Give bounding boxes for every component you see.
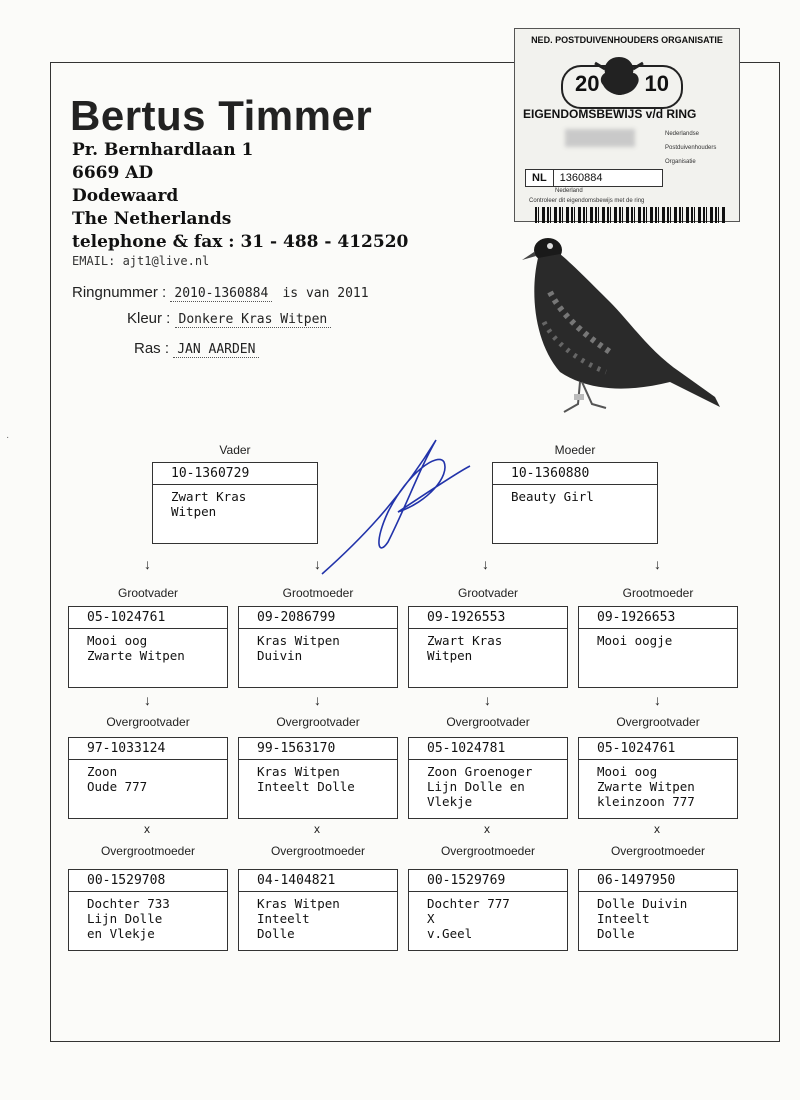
description <box>69 629 227 663</box>
description-line: Lijn Dolle <box>87 911 163 926</box>
grandparent-box <box>238 606 398 688</box>
description <box>69 892 227 941</box>
signature <box>318 432 478 587</box>
description-line: Mooi oogje <box>597 633 673 648</box>
grandparent-box <box>68 606 228 688</box>
label-grandfather: Grootvader <box>457 586 519 600</box>
great-grandfather-box <box>68 737 228 819</box>
father-box <box>152 462 318 544</box>
grandparent-box <box>408 606 568 688</box>
great-grandfather-box <box>578 737 738 819</box>
description <box>239 629 397 663</box>
arrow-icon: ↓ <box>314 556 321 572</box>
label-great-grandmother: Overgrootmoeder <box>610 844 706 858</box>
label-great-grandmother: Overgrootmoeder <box>270 844 366 858</box>
label-father: Vader <box>219 443 251 457</box>
mother-box <box>492 462 658 544</box>
description-line: Duivin <box>257 648 303 663</box>
pigeon-photo <box>520 232 730 432</box>
description-line: Zoon <box>87 764 118 779</box>
description <box>69 760 227 794</box>
cert-year-left: 20 <box>575 71 600 96</box>
label-great-grandmother: Overgrootmoeder <box>440 844 536 858</box>
label-great-grandfather: Overgrootvader <box>446 715 530 729</box>
description-line: Lijn Dolle en <box>427 779 525 794</box>
description-line: Inteelt <box>597 911 650 926</box>
label-grandfather: Grootvader <box>117 586 179 600</box>
breeder-phone: telephone & fax : 31 - 488 - 412520 <box>72 232 409 252</box>
label-grandmother: Grootmoeder <box>282 586 354 600</box>
cert-year-right: 10 <box>644 71 669 96</box>
grandparent-box <box>578 606 738 688</box>
description-line: Inteelt <box>257 911 310 926</box>
cert-ring-field <box>525 169 663 187</box>
description-line: Kras Witpen <box>257 633 340 648</box>
description-line: Dochter 777 <box>427 896 510 911</box>
description <box>579 892 737 941</box>
cert-sub-country: Nederland <box>555 188 583 194</box>
cert-side-1: Nederlandse <box>665 131 700 137</box>
description-line: Vlekje <box>427 794 473 809</box>
label-mother: Moeder <box>554 443 596 457</box>
description <box>409 629 567 663</box>
label-great-grandfather: Overgrootvader <box>276 715 360 729</box>
ring-number-label: Ringnummer : <box>72 284 167 301</box>
description-line: Dolle <box>257 926 295 941</box>
ring-number: 00-1529708 <box>69 870 227 892</box>
breeder-postcode: 6669 AD <box>72 163 154 183</box>
great-grandmother-box <box>578 869 738 951</box>
cert-title: EIGENDOMSBEWIJS v/d RING <box>523 107 697 121</box>
great-grandmother-box <box>238 869 398 951</box>
arrow-icon: ↓ <box>314 692 321 708</box>
description <box>239 760 397 794</box>
ring-number: 09-2086799 <box>239 607 397 629</box>
breeder-street: Pr. Bernhardlaan 1 <box>72 140 254 160</box>
arrow-icon: ↓ <box>654 692 661 708</box>
description <box>153 485 317 519</box>
description-line: Mooi oog <box>597 764 658 779</box>
description <box>579 760 737 809</box>
description-line: Kras Witpen <box>257 896 340 911</box>
arrow-icon: ↓ <box>654 556 661 572</box>
cert-org: NED. POSTDUIVENHOUDERS ORGANISATIE <box>531 35 723 45</box>
breeder-email: EMAIL: ajt1@live.nl <box>72 254 210 268</box>
ring-number: 04-1404821 <box>239 870 397 892</box>
cert-note: Controleer dit eigendomsbewijs met de ring <box>529 198 645 204</box>
description-line: Inteelt Dolle <box>257 779 355 794</box>
description-line: Witpen <box>171 504 217 519</box>
ring-number: 05-1024761 <box>579 738 737 760</box>
description-line: Mooi oog <box>87 633 148 648</box>
description-line: Dolle <box>597 926 635 941</box>
ring-number-row <box>72 284 369 301</box>
breed-label: Ras : <box>134 340 170 357</box>
breeder-city: Dodewaard <box>72 186 179 206</box>
cross-mark: x <box>314 822 320 836</box>
description-line: Kras Witpen <box>257 764 340 779</box>
label-great-grandfather: Overgrootvader <box>106 715 190 729</box>
description <box>409 892 567 941</box>
ring-number: 97-1033124 <box>69 738 227 760</box>
label-grandmother: Grootmoeder <box>622 586 694 600</box>
ring-number: 99-1563170 <box>239 738 397 760</box>
color-value: Donkere Kras Witpen <box>175 312 332 328</box>
lion-emblem-icon <box>591 53 647 107</box>
description-line: en Vlekje <box>87 926 155 941</box>
ring-number: 05-1024781 <box>409 738 567 760</box>
great-grandmother-box <box>68 869 228 951</box>
description <box>579 629 737 648</box>
description-line: Zoon Groenoger <box>427 764 533 779</box>
description-line: Witpen <box>427 648 473 663</box>
breeder-country: The Netherlands <box>72 209 232 229</box>
ring-number: 00-1529769 <box>409 870 567 892</box>
great-grandfather-box <box>238 737 398 819</box>
description-line: v.Geel <box>427 926 473 941</box>
description-line: Zwart Kras <box>427 633 503 648</box>
color-row <box>127 310 331 327</box>
ownership-certificate <box>514 28 740 222</box>
description-line: Zwarte Witpen <box>597 779 695 794</box>
ring-number: 06-1497950 <box>579 870 737 892</box>
color-label: Kleur : <box>127 310 171 327</box>
description-line: Beauty Girl <box>511 489 594 504</box>
margin-mark: · <box>6 432 10 443</box>
ring-number-value: 2010-1360884 <box>170 286 272 302</box>
arrow-icon: ↓ <box>484 692 491 708</box>
breeder-name: Bertus Timmer <box>70 92 373 139</box>
description <box>409 760 567 809</box>
cert-redacted <box>565 129 635 147</box>
description-line: Zwarte Witpen <box>87 648 185 663</box>
arrow-icon: ↓ <box>144 556 151 572</box>
breed-row <box>134 340 259 357</box>
description-line: Zwart Kras <box>171 489 247 504</box>
description-line: Dochter 733 <box>87 896 170 911</box>
description <box>239 892 397 941</box>
cert-side-3: Organisatie <box>665 159 696 165</box>
cert-barcode <box>535 207 725 223</box>
label-great-grandfather: Overgrootvader <box>616 715 700 729</box>
ring-number: 05-1024761 <box>69 607 227 629</box>
great-grandmother-box <box>408 869 568 951</box>
ring-number: 09-1926653 <box>579 607 737 629</box>
breed-value: JAN AARDEN <box>173 342 259 358</box>
description-line: Oude 777 <box>87 779 148 794</box>
description-line: Dolle Duivin <box>597 896 688 911</box>
description <box>493 485 657 504</box>
cross-mark: x <box>484 822 490 836</box>
ring-number: 10-1360729 <box>153 463 317 485</box>
arrow-icon: ↓ <box>144 692 151 708</box>
ring-number: 09-1926553 <box>409 607 567 629</box>
ring-number: 10-1360880 <box>493 463 657 485</box>
great-grandfather-box <box>408 737 568 819</box>
cert-ring-number: 1360884 <box>559 172 603 184</box>
description-line: X <box>427 911 435 926</box>
arrow-icon: ↓ <box>482 556 489 572</box>
label-great-grandmother: Overgrootmoeder <box>100 844 196 858</box>
cert-country: NL <box>526 170 554 186</box>
cert-side-2: Postduivenhouders <box>665 145 717 151</box>
cross-mark: x <box>654 822 660 836</box>
ring-number-extra: is van 2011 <box>282 286 369 301</box>
description-line: kleinzoon 777 <box>597 794 695 809</box>
cross-mark: x <box>144 822 150 836</box>
